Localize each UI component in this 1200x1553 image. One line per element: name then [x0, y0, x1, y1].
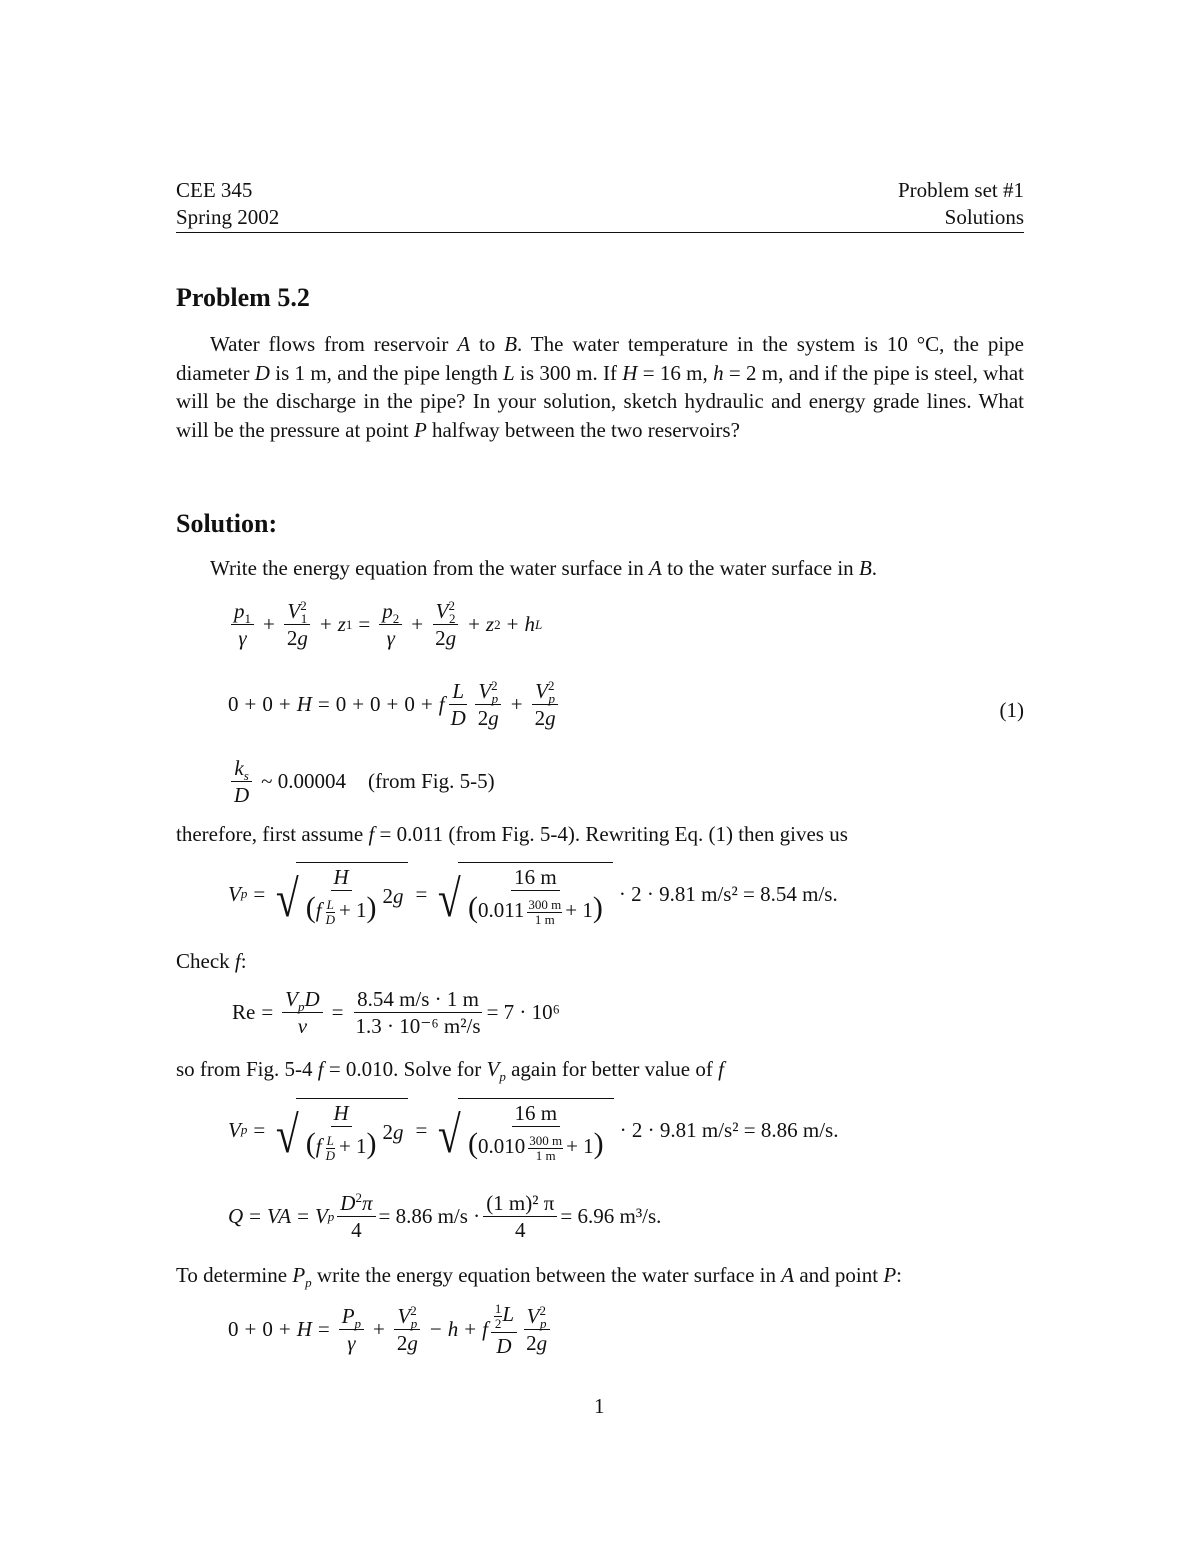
header-problem-set: Problem set #1	[898, 178, 1024, 202]
solution-title: Solution:	[176, 509, 278, 538]
page-number: 1	[594, 1394, 605, 1418]
energy-equation-general: $\frac{p_1}{\gamma}$ + $\frac{V^2_1}{2g}$ + z 1 = $\frac{p_2}{\gamma}$ + $\frac{V^2_2}{2g}$ + z 2 + h L	[228, 600, 542, 649]
header-rule	[176, 232, 1024, 233]
energy-equation-1: 0 + 0 + H = 0 + 0 + 0 + f $\frac{L}{D}$ $\frac{V^2_p}{2g}$ + $\frac{V^2_p}{2g}$	[228, 680, 562, 729]
problem-title: Problem 5.2	[176, 283, 310, 312]
check-f-label: Check f:	[176, 949, 247, 973]
revised-f-text: so from Fig. 5-4 f = 0.010. Solve for $V_p$ again for better value of f	[176, 1057, 724, 1085]
header-course: CEE 345	[176, 178, 253, 202]
velocity-equation-2: V p = √ H (f $\frac{L}{D}$ + 1) 2 g = √ 16 m (0.010 $\frac{300 m}{1 m}$ + 1) · 2 · 9.81 m/s² = 8.86 m/s.	[228, 1098, 838, 1162]
solution-intro: Write the energy equation from the water surface in A to the water surface in B.	[210, 556, 878, 580]
assume-f-text: therefore, first assume f = 0.011 (from Fig. 5-4). Rewriting Eq. (1) then gives us	[176, 822, 848, 846]
velocity-equation-1: V p = √ H (f $\frac{L}{D}$ + 1) 2 g = √ 16 m (0.011 $\frac{300 m}{1 m}$ + 1) · 2 · 9.81 m/s² = 8.54 m/s.	[228, 862, 838, 926]
reynolds-equation: Re = $\frac{V_pD}{\nu}$ = $\frac{8.54 m/s \cdot 1 m}{\text{1.3 · 10⁻⁶ m²/s}}$ = 7 · 10⁶	[232, 987, 560, 1039]
header-term: Spring 2002	[176, 205, 280, 229]
pressure-intro-text: To determine $P_p$ write the energy equation between the water surface in A and point P:	[176, 1263, 902, 1291]
header-solutions: Solutions	[944, 205, 1024, 229]
pressure-energy-equation: 0 + 0 + H = $\frac{P_p}{\gamma}$ + $\frac{V^2_p}{2g}$ − h + f $\frac{1}{2}$ L D $\frac{V^2_p}{2g}$	[228, 1302, 553, 1357]
relative-roughness: $\frac{k_s}{D}$ ~ 0.00004 (from Fig. 5-5)	[228, 757, 495, 806]
discharge-equation: Q = VA = V p $\frac{D^2\pi}{4}$ = 8.86 m/s · $\frac{\text{(1 m)² π}}{4}$ = 6.96 m³/s.	[228, 1190, 662, 1243]
problem-statement: Water flows from reservoir A to B. The water temperature in the system is 10 °C, the pipe diameter D is 1 m, and the pipe length L is 300 m. If H = 16 m, h = 2 m, and if the pipe is steel, what will be the discharge in the pipe? In your solution, sketch hydraulic and energy grade lines. What will be the pressure at point P halfway between the two reservoirs?	[176, 332, 1024, 442]
equation-label-1: (1)	[999, 698, 1024, 722]
